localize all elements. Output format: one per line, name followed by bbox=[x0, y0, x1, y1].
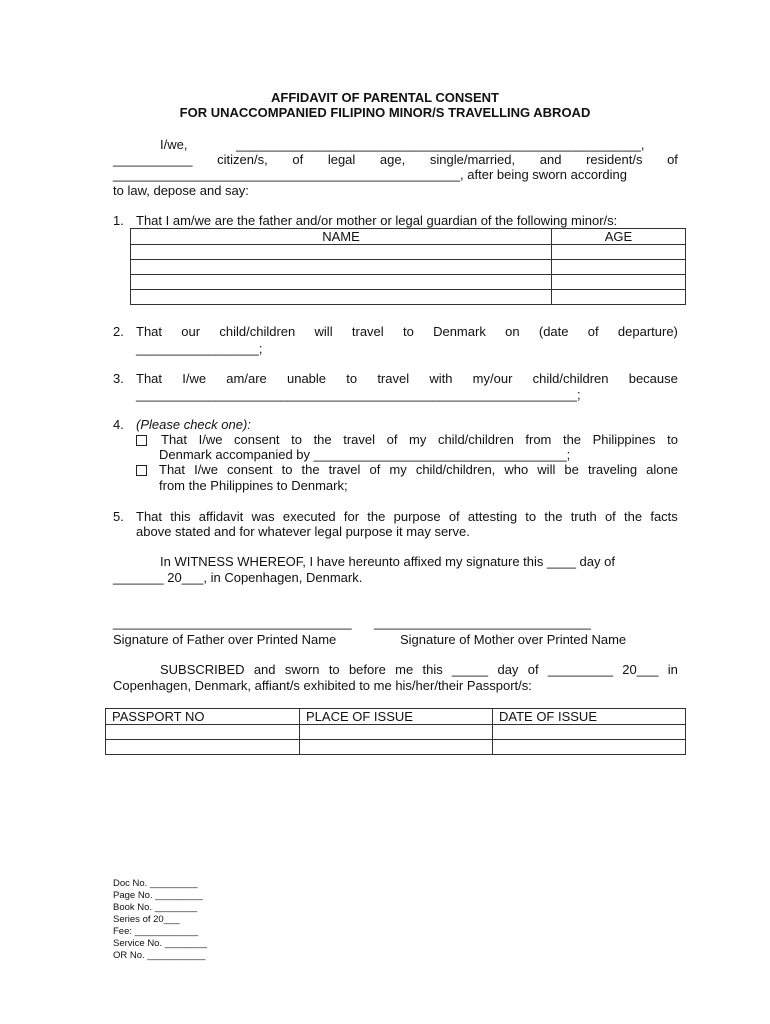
word: of bbox=[369, 462, 381, 477]
intro-blank-1: ________________________________________________________, bbox=[236, 137, 645, 152]
word: citizen/s, bbox=[217, 152, 268, 167]
notary-fee: Fee: ____________ bbox=[113, 926, 199, 937]
word: our bbox=[181, 324, 201, 339]
minor-name-cell[interactable] bbox=[131, 290, 552, 305]
item1-text: That I am/we are the father and/or mother or legal guardian of the following minor/s: bbox=[136, 213, 618, 228]
minor-table-header bbox=[131, 229, 686, 245]
item2-line-1 bbox=[136, 324, 678, 339]
word: be bbox=[564, 462, 579, 477]
table-row bbox=[131, 260, 686, 275]
word: ___________ bbox=[113, 152, 193, 167]
word: That bbox=[159, 462, 186, 477]
word: who bbox=[504, 462, 529, 477]
item4-heading: (Please check one): bbox=[136, 417, 251, 432]
date-of-issue-cell[interactable] bbox=[493, 740, 686, 755]
word: of bbox=[587, 324, 599, 339]
word: facts bbox=[650, 509, 678, 524]
date-of-issue-header: DATE OF ISSUE bbox=[493, 709, 686, 725]
word: child/children bbox=[532, 371, 609, 386]
word: because bbox=[628, 371, 678, 386]
subscribed-line-1 bbox=[160, 662, 678, 677]
checkbox-icon[interactable] bbox=[136, 465, 147, 476]
word: will bbox=[537, 462, 556, 477]
word: child/children bbox=[437, 432, 514, 447]
passport-no-cell[interactable] bbox=[106, 740, 300, 755]
word: and bbox=[253, 662, 276, 677]
word: I/we bbox=[194, 462, 218, 477]
minor-age-cell[interactable] bbox=[552, 290, 686, 305]
word: to bbox=[667, 432, 678, 447]
word: consent bbox=[234, 432, 280, 447]
word: my/our bbox=[472, 371, 513, 386]
notary-page-no: Page No. _________ bbox=[113, 890, 203, 901]
intro-line-2 bbox=[113, 152, 678, 167]
word: to bbox=[346, 371, 358, 386]
item5-line-1 bbox=[136, 509, 678, 524]
passport-table bbox=[105, 708, 686, 755]
mother-signature-label: Signature of Mother over Printed Name bbox=[400, 632, 627, 647]
word: of bbox=[448, 509, 460, 524]
notary-series: Series of 20___ bbox=[113, 914, 180, 925]
option1-line-1 bbox=[161, 432, 678, 447]
word: of bbox=[386, 432, 398, 447]
minor-name-cell[interactable] bbox=[131, 260, 552, 275]
minor-name-header: NAME bbox=[131, 229, 552, 245]
word: That bbox=[161, 432, 188, 447]
word: to bbox=[328, 662, 340, 677]
word: affidavit bbox=[198, 509, 244, 524]
word: child/children bbox=[219, 324, 296, 339]
word: travel bbox=[343, 432, 376, 447]
table-row bbox=[106, 725, 686, 740]
table-row bbox=[131, 275, 686, 290]
subscribed-line-2: Copenhagen, Denmark, affiant/s exhibited to me his/her/their Passport/s: bbox=[113, 678, 532, 693]
item3-line-2: _____________________________________________________________; bbox=[136, 387, 581, 402]
word: and bbox=[539, 152, 562, 167]
notary-doc-no: Doc No. _________ bbox=[113, 878, 198, 889]
minor-age-cell[interactable] bbox=[552, 245, 686, 260]
word: _____ bbox=[452, 662, 489, 677]
word: departure) bbox=[617, 324, 678, 339]
word: of bbox=[667, 152, 678, 167]
minor-name-cell[interactable] bbox=[131, 275, 552, 290]
mother-signature-line[interactable]: ______________________________ bbox=[374, 615, 591, 630]
word: legal bbox=[327, 152, 356, 167]
word: to bbox=[402, 324, 414, 339]
table-row bbox=[131, 245, 686, 260]
item1-number: 1. bbox=[113, 213, 124, 228]
word: Denmark bbox=[433, 324, 486, 339]
word: Philippines bbox=[592, 432, 656, 447]
word: traveling bbox=[587, 462, 638, 477]
table-row bbox=[131, 290, 686, 305]
item4-number: 4. bbox=[113, 417, 124, 432]
intro-iwe: I/we, bbox=[160, 137, 188, 152]
word: executed bbox=[282, 509, 336, 524]
item2-number: 2. bbox=[113, 324, 124, 339]
date-of-issue-cell[interactable] bbox=[493, 725, 686, 740]
word: alone bbox=[646, 462, 678, 477]
word: of bbox=[292, 152, 304, 167]
word: me bbox=[395, 662, 414, 677]
word: SUBSCRIBED bbox=[160, 662, 245, 677]
title-line-2: FOR UNACCOMPANIED FILIPINO MINOR/S TRAVELLING ABROAD bbox=[179, 105, 591, 120]
word: in bbox=[667, 662, 678, 677]
place-of-issue-header: PLACE OF ISSUE bbox=[300, 709, 493, 725]
word: truth bbox=[570, 509, 597, 524]
item5-number: 5. bbox=[113, 509, 124, 524]
title-line-1: AFFIDAVIT OF PARENTAL CONSENT bbox=[271, 90, 499, 105]
word: the bbox=[562, 432, 582, 447]
word: That bbox=[136, 371, 163, 386]
minor-age-cell[interactable] bbox=[552, 275, 686, 290]
word: the bbox=[624, 509, 643, 524]
minor-table bbox=[130, 228, 686, 305]
word: I/we bbox=[198, 432, 223, 447]
word: this bbox=[170, 509, 191, 524]
word: _________ bbox=[547, 662, 613, 677]
word: travel bbox=[328, 462, 361, 477]
word: my bbox=[409, 432, 427, 447]
intro-line-4: to law, depose and say: bbox=[113, 183, 249, 198]
word: with bbox=[429, 371, 453, 386]
option1-checkbox[interactable] bbox=[136, 433, 155, 448]
word: travel bbox=[377, 371, 410, 386]
option2-line-1 bbox=[159, 462, 678, 477]
word: 20___ bbox=[622, 662, 659, 677]
word: unable bbox=[286, 371, 327, 386]
word: resident/s bbox=[586, 152, 643, 167]
word: am/are bbox=[226, 371, 267, 386]
option1-line-2: Denmark accompanied by ___________________________________; bbox=[159, 447, 571, 462]
word: consent bbox=[226, 462, 273, 477]
word: sworn bbox=[284, 662, 320, 677]
word: of bbox=[604, 509, 616, 524]
word: the bbox=[301, 462, 320, 477]
word: of bbox=[527, 662, 539, 677]
word: to bbox=[525, 509, 537, 524]
word: purpose bbox=[393, 509, 441, 524]
passport-no-cell[interactable] bbox=[106, 725, 300, 740]
place-of-issue-cell[interactable] bbox=[300, 725, 493, 740]
word: on bbox=[505, 324, 520, 339]
father-signature-label: Signature of Father over Printed Name bbox=[113, 632, 337, 647]
word: That bbox=[136, 324, 163, 339]
word: before bbox=[348, 662, 386, 677]
item3-line-1 bbox=[136, 371, 678, 386]
word: my bbox=[389, 462, 407, 477]
place-of-issue-cell[interactable] bbox=[300, 740, 493, 755]
item2-line-2: _________________; bbox=[136, 341, 263, 356]
word: (date bbox=[538, 324, 569, 339]
word: I/we bbox=[182, 371, 207, 386]
word: the bbox=[367, 509, 386, 524]
word: single/married, bbox=[429, 152, 516, 167]
notary-book-no: Book No. ________ bbox=[113, 902, 197, 913]
word: will bbox=[314, 324, 333, 339]
word: the bbox=[544, 509, 563, 524]
word: age, bbox=[379, 152, 406, 167]
word: child/children, bbox=[415, 462, 496, 477]
minor-age-header: AGE bbox=[552, 229, 686, 245]
word: the bbox=[313, 432, 332, 447]
passport-no-header: PASSPORT NO bbox=[106, 709, 300, 725]
item5-line-2: above stated and for whatever legal purpose it may serve. bbox=[136, 524, 470, 539]
word: That bbox=[136, 509, 163, 524]
word: day bbox=[497, 662, 519, 677]
item3-number: 3. bbox=[113, 371, 124, 386]
notary-service-no: Service No. ________ bbox=[113, 938, 208, 949]
word: to bbox=[291, 432, 302, 447]
word: attesting bbox=[467, 509, 518, 524]
passport-table-header bbox=[106, 709, 686, 725]
table-row bbox=[106, 740, 686, 755]
word: from bbox=[525, 432, 552, 447]
word: for bbox=[343, 509, 360, 524]
checkbox-icon[interactable] bbox=[136, 435, 147, 446]
witness-line-1: In WITNESS WHEREOF, I have hereunto affixed my signature this ____ day of bbox=[160, 554, 615, 569]
notary-or-no: OR No. ___________ bbox=[113, 950, 206, 961]
word: was bbox=[251, 509, 275, 524]
minor-age-cell[interactable] bbox=[552, 260, 686, 275]
minor-name-cell[interactable] bbox=[131, 245, 552, 260]
word: travel bbox=[351, 324, 384, 339]
word: to bbox=[281, 462, 293, 477]
option2-line-2: from the Philippines to Denmark; bbox=[159, 478, 348, 493]
word: this bbox=[422, 662, 443, 677]
witness-line-2: _______ 20___, in Copenhagen, Denmark. bbox=[113, 570, 363, 585]
intro-line-3: ________________________________________________, after being sworn according bbox=[113, 167, 627, 182]
option2-checkbox[interactable] bbox=[136, 463, 155, 478]
father-signature-line[interactable]: _________________________________ bbox=[113, 615, 352, 630]
